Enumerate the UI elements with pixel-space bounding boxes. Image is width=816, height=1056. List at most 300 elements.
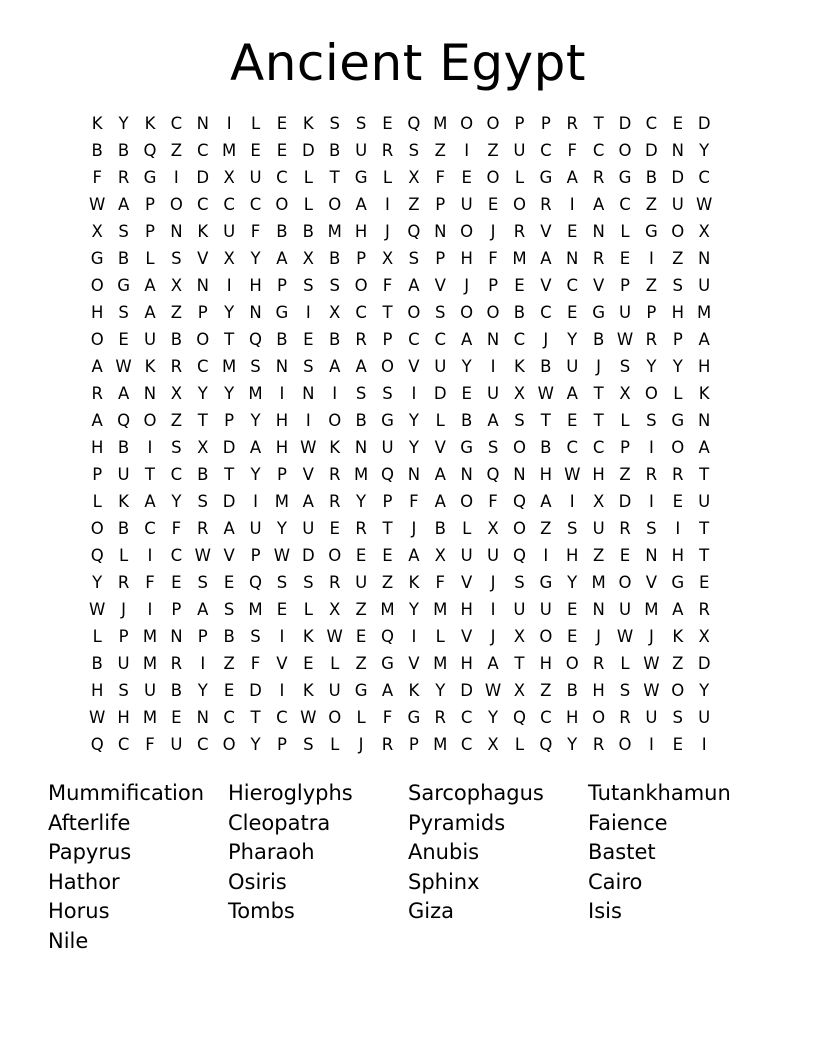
grid-row [84,353,744,380]
grid-letter: P [224,411,235,430]
grid-letter: Q [143,141,157,160]
grid-letter: L [145,249,155,268]
grid-letter: P [250,546,261,565]
word-list-item: Anubis [408,840,480,865]
grid-letter: W [616,330,634,349]
grid-letter: B [566,681,578,700]
grid-letter: T [699,546,710,565]
grid-letter: S [303,573,314,592]
grid-letter: Q [512,546,526,565]
grid-letter: S [672,708,684,727]
grid-letter: B [117,519,130,538]
grid-letter: L [620,411,630,430]
grid-letter: Y [699,141,710,160]
grid-letter: U [434,357,447,376]
grid-letter: S [619,681,631,700]
grid-letter: I [490,600,496,619]
grid-letter: E [487,195,499,214]
grid-letter: O [671,438,685,457]
grid-letter: I [701,735,707,754]
grid-letter: J [464,276,470,295]
grid-letter: T [540,411,551,430]
grid-letter: G [671,411,685,430]
grid-letter: W [115,357,132,376]
grid-letter: R [117,168,130,187]
grid-letter: M [327,222,342,241]
grid-letter: N [698,249,711,268]
grid-letter: I [569,492,575,511]
grid-row [84,272,744,299]
grid-row [84,110,744,137]
grid-letter: Y [197,681,208,700]
grid-letter: C [513,330,526,349]
grid-letter: U [645,708,658,727]
grid-letter: Q [539,735,553,754]
grid-letter: C [170,546,183,565]
grid-letter: A [302,492,314,511]
grid-letter: U [566,357,579,376]
word-list-item: Tutankhamun [588,781,731,805]
grid-letter: W [89,708,106,727]
grid-letter: E [567,600,578,619]
grid-letter: X [329,600,341,619]
grid-letter: L [382,168,393,187]
grid-letter: C [196,141,209,160]
grid-letter: O [486,303,500,322]
grid-letter: E [118,330,129,349]
grid-letter: J [490,222,496,241]
grid-letter: X [170,276,183,295]
grid-letter: N [354,438,368,457]
grid-letter: E [223,573,235,592]
grid-letter: F [435,573,446,592]
grid-letter: E [223,681,235,700]
grid-letter: S [566,519,578,538]
grid-letter: C [196,357,209,376]
word-list-item: Giza [408,899,454,924]
grid-letter: N [275,357,289,376]
grid-letter: Q [249,330,263,349]
grid-letter: S [487,438,499,457]
grid-letter: N [513,465,526,484]
grid-letter: O [328,411,342,430]
grid-letter: F [567,141,577,160]
grid-letter: R [91,384,103,403]
grid-letter: X [698,627,710,646]
grid-letter: G [354,168,368,187]
grid-letter: Y [118,114,129,133]
grid-letter: Z [619,465,631,484]
grid-letter: U [487,384,500,403]
grid-letter: M [433,735,448,754]
grid-letter: I [411,627,417,646]
grid-letter: G [671,573,685,592]
grid-letter: K [514,357,525,376]
grid-letter: T [382,303,393,322]
grid-letter: T [329,168,340,187]
grid-letter: S [355,384,367,403]
grid-letter: Q [512,708,526,727]
grid-letter: V [302,465,314,484]
grid-letter: E [567,411,578,430]
grid-letter: A [276,249,288,268]
grid-letter: I [305,411,311,430]
grid-letter: M [644,600,659,619]
grid-letter: N [249,303,262,322]
grid-letter: O [486,168,500,187]
grid-letter: F [145,573,155,592]
grid-letter: A [249,438,262,457]
grid-letter: P [435,249,446,268]
grid-letter: Y [435,681,446,700]
grid-row [84,218,744,245]
grid-letter: O [512,438,526,457]
grid-letter: R [592,249,605,268]
grid-letter: A [91,411,103,430]
grid-letter: H [117,708,130,727]
grid-letter: B [461,411,473,430]
word-search-grid [84,110,744,760]
word-list-item: Nile [48,929,89,953]
grid-letter: J [411,519,417,538]
grid-letter: K [698,384,710,403]
grid-letter: V [540,276,552,295]
grid-letter: A [592,195,605,214]
grid-letter: C [566,276,578,295]
grid-letter: K [197,222,209,241]
grid-letter: U [170,735,183,754]
grid-letter: J [543,330,549,349]
grid-letter: S [355,114,367,133]
grid-letter: R [355,330,367,349]
grid-letter: W [194,546,211,565]
grid-letter: H [592,681,605,700]
grid-letter: O [539,627,553,646]
grid-letter: W [537,384,554,403]
grid-letter: C [249,195,262,214]
word-list-item: Sphinx [408,869,480,894]
grid-letter: U [513,600,526,619]
grid-letter: Z [487,141,499,160]
grid-row [84,326,744,353]
grid-letter: L [356,708,366,727]
grid-letter: P [118,627,129,646]
grid-letter: N [566,249,579,268]
grid-letter: S [303,276,314,295]
grid-letter: R [645,465,658,484]
grid-letter: U [223,222,236,241]
grid-letter: C [196,195,209,214]
grid-letter: A [223,519,235,538]
grid-letter: C [619,195,631,214]
grid-letter: G [407,708,421,727]
grid-letter: X [698,222,710,241]
grid-letter: M [512,249,527,268]
grid-letter: E [355,627,367,646]
grid-row [84,407,744,434]
grid-row [84,488,744,515]
grid-letter: G [117,276,130,295]
grid-letter: S [250,357,261,376]
grid-letter: L [330,735,340,754]
grid-letter: I [675,519,681,538]
grid-letter: Z [408,195,420,214]
grid-letter: E [329,519,340,538]
grid-letter: I [226,114,232,133]
grid-letter: Y [276,519,287,538]
grid-letter: Y [567,735,578,754]
grid-letter: U [618,303,632,322]
grid-letter: U [249,168,262,187]
grid-letter: B [91,654,103,673]
grid-letter: Y [197,384,208,403]
grid-letter: N [592,600,605,619]
grid-letter: M [142,654,158,673]
grid-letter: F [382,708,393,727]
grid-letter: C [434,330,447,349]
grid-letter: R [672,465,684,484]
grid-letter: E [619,546,631,565]
grid-letter: K [408,681,420,700]
grid-letter: O [460,114,474,133]
word-list-item: Sarcophagus [408,781,544,805]
grid-letter: U [143,681,157,700]
grid-letter: C [355,303,367,322]
grid-letter: K [408,573,420,592]
grid-letter: L [620,654,630,673]
grid-letter: P [356,249,367,268]
grid-letter: F [250,222,261,241]
grid-letter: H [460,654,473,673]
grid-letter: I [648,735,654,754]
grid-letter: F [250,654,261,673]
grid-letter: C [170,465,183,484]
grid-letter: G [381,411,394,430]
grid-letter: P [197,627,208,646]
grid-letter: O [618,735,632,754]
word-list-item: Horus [48,899,110,924]
grid-letter: X [487,735,499,754]
grid-letter: S [223,600,235,619]
grid-letter: L [118,546,129,565]
grid-letter: S [303,735,314,754]
grid-letter: B [170,330,183,349]
grid-row [84,596,744,623]
grid-letter: M [433,600,448,619]
grid-letter: I [147,600,153,619]
grid-letter: C [645,114,658,133]
grid-letter: J [490,627,496,646]
grid-letter: X [487,519,499,538]
grid-letter: O [407,303,421,322]
grid-letter: R [540,195,552,214]
grid-letter: S [171,438,182,457]
word-list-item: Pharaoh [228,840,315,865]
grid-letter: H [90,438,104,457]
grid-letter: D [618,492,632,511]
grid-letter: J [490,573,496,592]
grid-letter: L [435,627,445,646]
grid-letter: E [567,627,578,646]
grid-letter: H [539,654,553,673]
grid-letter: B [540,438,552,457]
grid-letter: O [354,276,368,295]
grid-letter: H [566,708,579,727]
grid-letter: B [117,438,130,457]
grid-letter: L [92,492,102,511]
grid-letter: W [484,681,502,700]
grid-letter: A [197,600,209,619]
grid-letter: B [276,222,288,241]
grid-letter: H [566,546,579,565]
grid-letter: Q [486,465,500,484]
grid-letter: F [145,735,155,754]
word-list-item: Cairo [588,869,643,894]
grid-letter: A [434,465,446,484]
grid-letter: A [117,195,130,214]
grid-letter: C [460,735,473,754]
grid-letter: E [461,168,472,187]
grid-letter: A [117,384,130,403]
grid-letter: Y [250,735,261,754]
grid-letter: S [118,681,129,700]
grid-letter: Y [224,384,235,403]
grid-letter: Z [645,276,658,295]
grid-letter: S [672,276,684,295]
grid-letter: C [223,195,235,214]
grid-letter: D [618,114,632,133]
grid-letter: Y [224,303,235,322]
grid-letter: Z [170,303,183,322]
grid-letter: O [460,303,474,322]
grid-letter: A [434,492,446,511]
grid-letter: M [142,627,158,646]
grid-letter: N [196,708,209,727]
grid-letter: B [117,249,130,268]
grid-letter: L [673,384,683,403]
grid-letter: P [540,114,551,133]
grid-letter: Y [408,438,419,457]
grid-letter: R [619,519,631,538]
grid-letter: S [646,411,657,430]
grid-letter: Y [567,573,578,592]
grid-letter: R [381,141,394,160]
grid-letter: E [382,114,393,133]
grid-letter: E [171,708,182,727]
grid-letter: Z [355,654,367,673]
grid-letter: N [170,627,183,646]
grid-letter: C [592,141,605,160]
grid-letter: R [355,519,367,538]
grid-letter: A [144,303,156,322]
grid-letter: T [197,411,208,430]
grid-letter: V [434,276,446,295]
grid-letter: Y [356,492,367,511]
grid-letter: I [305,303,311,322]
grid-letter: I [385,195,390,214]
grid-letter: R [434,708,446,727]
grid-letter: D [222,492,236,511]
grid-letter: N [486,330,500,349]
grid-letter: H [539,465,553,484]
grid-letter: I [173,168,179,187]
grid-letter: P [672,330,683,349]
grid-letter: Q [117,411,131,430]
grid-letter: X [513,627,526,646]
grid-letter: Y [92,573,103,592]
grid-letter: C [540,303,552,322]
grid-letter: T [250,708,261,727]
grid-letter: F [488,492,498,511]
grid-letter: A [144,492,156,511]
grid-letter: L [514,735,525,754]
grid-letter: U [671,195,684,214]
grid-letter: Z [170,141,183,160]
grid-letter: P [276,276,287,295]
grid-letter: C [460,708,473,727]
grid-letter: P [92,465,103,484]
grid-letter: I [147,546,153,565]
grid-letter: G [143,168,157,187]
grid-letter: H [249,276,262,295]
grid-letter: U [302,519,315,538]
grid-letter: H [697,357,711,376]
grid-letter: L [250,114,261,133]
word-list-item: Bastet [588,840,656,865]
grid-letter: G [90,249,104,268]
grid-letter: I [279,384,285,403]
grid-letter: B [302,222,314,241]
grid-letter: A [487,411,499,430]
grid-letter: V [592,276,605,295]
grid-letter: X [592,492,605,511]
grid-letter: U [249,519,262,538]
grid-letter: X [513,681,526,700]
grid-letter: D [249,681,262,700]
grid-letter: P [382,330,393,349]
grid-letter: A [381,681,394,700]
grid-letter: U [355,141,368,160]
grid-letter: L [92,627,102,646]
grid-letter: S [329,276,340,295]
grid-letter: O [460,222,474,241]
grid-letter: G [539,168,553,187]
grid-letter: H [354,222,368,241]
grid-letter: V [540,222,552,241]
grid-letter: T [514,654,525,673]
grid-letter: N [407,465,421,484]
grid-letter: B [117,141,130,160]
grid-letter: R [170,357,183,376]
grid-letter: E [276,114,288,133]
grid-row [84,677,744,704]
grid-letter: Z [645,195,658,214]
grid-letter: S [408,141,420,160]
grid-letter: P [197,303,208,322]
grid-letter: B [645,168,658,187]
grid-letter: F [171,519,182,538]
grid-letter: E [514,276,525,295]
grid-letter: U [381,438,394,457]
grid-letter: P [171,600,182,619]
grid-letter: Q [380,465,394,484]
grid-letter: C [540,708,552,727]
grid-letter: K [91,114,103,133]
grid-letter: N [302,384,315,403]
grid-letter: V [223,546,235,565]
grid-letter: D [196,168,210,187]
grid-letter: S [197,492,208,511]
